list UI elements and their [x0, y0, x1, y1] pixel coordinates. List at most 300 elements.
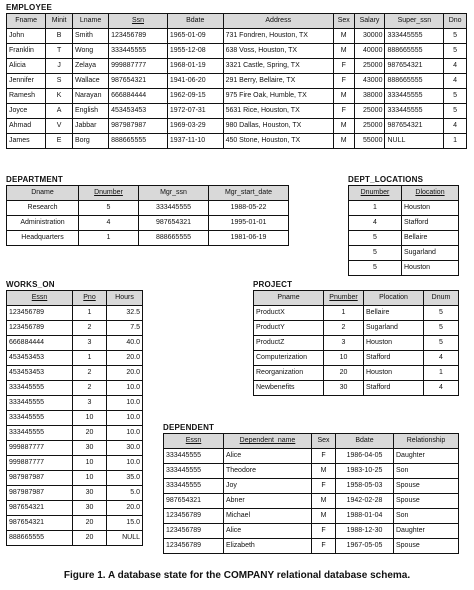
table-cell: 30	[73, 501, 107, 516]
table-cell: Franklin	[7, 44, 46, 59]
table-row	[7, 336, 143, 351]
header-row	[7, 291, 143, 306]
table-row	[7, 29, 467, 44]
table-cell: 20	[73, 516, 107, 531]
table-cell: Borg	[73, 134, 109, 149]
table-cell: F	[333, 74, 354, 89]
table-cell: Computerization	[254, 351, 324, 366]
column-header-label: Hours	[115, 294, 134, 301]
table-row	[164, 524, 459, 539]
table-cell: 35.0	[107, 471, 143, 486]
table-row	[7, 531, 143, 546]
table-cell: E	[46, 134, 73, 149]
table-row	[7, 134, 467, 149]
table-cell: 30	[324, 381, 364, 396]
table-cell: 30	[73, 441, 107, 456]
column-header	[324, 291, 364, 306]
table-cell: 1988-12-30	[336, 524, 394, 539]
table-cell: 987654321	[139, 216, 209, 231]
table-cell: 987654321	[109, 74, 168, 89]
table-cell: Sugarland	[402, 246, 459, 261]
table-cell: 20	[324, 366, 364, 381]
table-cell: Daughter	[394, 449, 459, 464]
column-header-label: Bdate	[355, 437, 374, 444]
table-row	[349, 246, 459, 261]
table-cell: Houston	[402, 261, 459, 276]
table-cell: 666884444	[109, 89, 168, 104]
table-cell: Administration	[7, 216, 79, 231]
column-header-label: Mgr_start_date	[224, 189, 273, 196]
table-cell: 20.0	[107, 351, 143, 366]
table-cell: 333445555	[7, 381, 73, 396]
table-cell: 40000	[354, 44, 385, 59]
table-cell: 4	[424, 381, 459, 396]
table-cell: NULL	[107, 531, 143, 546]
table-cell: 10.0	[107, 396, 143, 411]
table-cell: 5	[349, 261, 402, 276]
column-header	[79, 186, 139, 201]
table-cell: 1981-06-19	[209, 231, 289, 246]
table-cell: 5.0	[107, 486, 143, 501]
table-cell: Jennifer	[7, 74, 46, 89]
table-cell: 987654321	[7, 516, 73, 531]
table-cell: 43000	[354, 74, 385, 89]
column-header-label: Dnumber	[94, 189, 123, 196]
table-cell: T	[46, 44, 73, 59]
column-header	[109, 14, 168, 29]
column-header	[46, 14, 73, 29]
table-row	[164, 449, 459, 464]
table-cell: M	[333, 89, 354, 104]
table-cell: 4	[444, 119, 467, 134]
table-cell: Ahmad	[7, 119, 46, 134]
table-row	[7, 396, 143, 411]
table-cell: Zelaya	[73, 59, 109, 74]
table-row	[7, 104, 467, 119]
column-header	[7, 186, 79, 201]
table-row	[7, 119, 467, 134]
column-header	[385, 14, 444, 29]
works-on-table	[6, 290, 143, 546]
table-cell: ProductX	[254, 306, 324, 321]
table-row	[254, 381, 459, 396]
table-cell: 333445555	[385, 89, 444, 104]
table-cell: 3321 Castle, Spring, TX	[223, 59, 333, 74]
table-cell: NULL	[385, 134, 444, 149]
column-header	[354, 14, 385, 29]
table-row	[7, 471, 143, 486]
table-row	[254, 336, 459, 351]
department-section	[6, 175, 289, 246]
dependent-title: DEPENDENT	[163, 423, 215, 432]
column-header-label: Fname	[15, 17, 37, 24]
table-cell: Bellaire	[364, 306, 424, 321]
table-cell: English	[73, 104, 109, 119]
dependent-table	[163, 433, 459, 554]
table-cell: 3	[73, 336, 107, 351]
table-cell: 1942-02-28	[336, 494, 394, 509]
table-cell: 1967-05-05	[336, 539, 394, 554]
dept-locations-table	[348, 185, 459, 276]
table-cell: 333445555	[7, 396, 73, 411]
table-cell: 123456789	[7, 321, 73, 336]
table-cell: 731 Fondren, Houston, TX	[223, 29, 333, 44]
column-header-label: Mgr_ssn	[160, 189, 187, 196]
table-cell: M	[312, 464, 336, 479]
column-header-label: Ssn	[131, 17, 145, 24]
column-header-label: Bdate	[186, 17, 205, 24]
table-cell: 987654321	[7, 501, 73, 516]
figure-caption: Figure 1. A database state for the COMPANY relational database schema.	[63, 570, 411, 581]
table-cell: Research	[7, 201, 79, 216]
table-cell: 30	[73, 486, 107, 501]
table-row	[7, 486, 143, 501]
table-cell: 5	[424, 336, 459, 351]
table-cell: 1	[424, 366, 459, 381]
table-cell: 1	[444, 134, 467, 149]
column-header	[73, 291, 107, 306]
table-cell: 333445555	[139, 201, 209, 216]
table-cell: K	[46, 89, 73, 104]
table-row	[7, 456, 143, 471]
table-cell: 2	[73, 321, 107, 336]
table-cell: 5	[444, 44, 467, 59]
table-cell: 10	[73, 456, 107, 471]
table-cell: Alice	[224, 449, 312, 464]
table-cell: Spouse	[394, 539, 459, 554]
column-header	[364, 291, 424, 306]
table-cell: 2	[73, 381, 107, 396]
table-cell: 5	[444, 104, 467, 119]
table-cell: 5	[79, 201, 139, 216]
table-cell: 987987987	[7, 471, 73, 486]
column-header-label: Sex	[337, 17, 350, 24]
table-cell: 1988-01-04	[336, 509, 394, 524]
table-row	[7, 516, 143, 531]
table-cell: 5	[424, 321, 459, 336]
column-header-label: Minit	[51, 17, 67, 24]
column-header	[164, 434, 224, 449]
table-cell: 38000	[354, 89, 385, 104]
table-cell: Newbenefits	[254, 381, 324, 396]
table-cell: Wong	[73, 44, 109, 59]
project-table	[253, 290, 459, 396]
table-cell: 4	[349, 216, 402, 231]
table-row	[7, 321, 143, 336]
works-on-section	[6, 280, 143, 546]
table-cell: 888665555	[385, 44, 444, 59]
table-cell: Joyce	[7, 104, 46, 119]
table-cell: 987654321	[385, 119, 444, 134]
table-cell: F	[333, 59, 354, 74]
table-row	[7, 306, 143, 321]
table-cell: Theodore	[224, 464, 312, 479]
table-cell: Headquarters	[7, 231, 79, 246]
table-cell: 4	[424, 351, 459, 366]
table-cell: 975 Fire Oak, Humble, TX	[223, 89, 333, 104]
header-row	[7, 14, 467, 29]
table-cell: 333445555	[385, 104, 444, 119]
table-cell: 10	[73, 471, 107, 486]
table-cell: M	[333, 134, 354, 149]
table-cell: 453453453	[7, 351, 73, 366]
table-cell: Spouse	[394, 494, 459, 509]
table-cell: 10.0	[107, 381, 143, 396]
table-cell: 10.0	[107, 411, 143, 426]
table-row	[349, 231, 459, 246]
table-cell: Bellaire	[402, 231, 459, 246]
column-header-label: Super_ssn	[397, 17, 432, 24]
column-header-label: Salary	[359, 17, 380, 24]
column-header-label: Dnum	[431, 294, 451, 301]
department-table	[6, 185, 289, 246]
column-header-label: Essn	[185, 437, 202, 444]
column-header-label: Essn	[31, 294, 48, 301]
table-cell: 1	[73, 351, 107, 366]
table-cell: 1983-10-25	[336, 464, 394, 479]
column-header	[394, 434, 459, 449]
table-cell: 1958-05-03	[336, 479, 394, 494]
column-header	[402, 186, 459, 201]
table-row	[164, 464, 459, 479]
column-header-label: Dname	[31, 189, 54, 196]
column-header	[223, 14, 333, 29]
table-cell: 333445555	[7, 426, 73, 441]
table-cell: 5	[424, 306, 459, 321]
table-row	[349, 201, 459, 216]
table-row	[254, 351, 459, 366]
table-cell: V	[46, 119, 73, 134]
table-cell: 987987987	[7, 486, 73, 501]
table-cell: 1969-03-29	[167, 119, 223, 134]
table-cell: James	[7, 134, 46, 149]
table-cell: 20	[73, 426, 107, 441]
dept-locations-section	[348, 175, 459, 276]
table-row	[7, 501, 143, 516]
table-cell: Houston	[364, 366, 424, 381]
table-row	[7, 44, 467, 59]
column-header-label: Relationship	[406, 437, 446, 444]
column-header	[224, 434, 312, 449]
column-header	[349, 186, 402, 201]
table-cell: 1	[324, 306, 364, 321]
table-cell: 20.0	[107, 366, 143, 381]
table-cell: Ramesh	[7, 89, 46, 104]
table-cell: Stafford	[364, 381, 424, 396]
table-row	[7, 351, 143, 366]
table-cell: 999887777	[109, 59, 168, 74]
table-row	[7, 201, 289, 216]
table-cell: Sugarland	[364, 321, 424, 336]
table-cell: Alice	[224, 524, 312, 539]
column-header	[444, 14, 467, 29]
column-header	[7, 14, 46, 29]
table-cell: 4	[444, 59, 467, 74]
column-header	[333, 14, 354, 29]
table-cell: 1972-07-31	[167, 104, 223, 119]
header-row	[254, 291, 459, 306]
column-header-label: Lname	[79, 17, 102, 24]
table-cell: F	[312, 524, 336, 539]
column-header	[107, 291, 143, 306]
table-cell: Spouse	[394, 479, 459, 494]
table-cell: 5	[349, 246, 402, 261]
header-row	[349, 186, 459, 201]
table-cell: 987654321	[385, 59, 444, 74]
table-cell: ProductY	[254, 321, 324, 336]
table-cell: 666884444	[7, 336, 73, 351]
table-cell: F	[312, 539, 336, 554]
table-cell: Elizabeth	[224, 539, 312, 554]
table-row	[7, 411, 143, 426]
table-cell: F	[312, 449, 336, 464]
table-cell: Michael	[224, 509, 312, 524]
table-row	[164, 539, 459, 554]
table-row	[7, 231, 289, 246]
table-cell: Houston	[402, 201, 459, 216]
table-cell: 638 Voss, Houston, TX	[223, 44, 333, 59]
table-row	[7, 426, 143, 441]
table-cell: John	[7, 29, 46, 44]
table-cell: 30000	[354, 29, 385, 44]
table-cell: 980 Dallas, Houston, TX	[223, 119, 333, 134]
employee-table	[6, 13, 467, 149]
column-header-label: Dlocation	[415, 189, 445, 196]
table-cell: 20	[73, 531, 107, 546]
table-cell: 10.0	[107, 456, 143, 471]
table-cell: Stafford	[364, 351, 424, 366]
table-cell: Jabbar	[73, 119, 109, 134]
table-cell: 1968-01-19	[167, 59, 223, 74]
table-cell: Daughter	[394, 524, 459, 539]
table-cell: B	[46, 29, 73, 44]
column-header	[254, 291, 324, 306]
column-header	[336, 434, 394, 449]
table-cell: 123456789	[7, 306, 73, 321]
table-cell: 10	[324, 351, 364, 366]
table-cell: 1941-06-20	[167, 74, 223, 89]
table-cell: 987654321	[164, 494, 224, 509]
table-cell: 888665555	[385, 74, 444, 89]
table-cell: 453453453	[7, 366, 73, 381]
table-row	[7, 441, 143, 456]
table-cell: 25000	[354, 59, 385, 74]
table-cell: 1988-05-22	[209, 201, 289, 216]
table-cell: Stafford	[402, 216, 459, 231]
table-cell: J	[46, 59, 73, 74]
column-header-label: Plocation	[379, 294, 408, 301]
table-row	[254, 321, 459, 336]
column-header-label: Pnumber	[329, 294, 358, 301]
table-cell: Houston	[364, 336, 424, 351]
dept-locations-title: DEPT_LOCATIONS	[348, 175, 424, 184]
project-section	[253, 280, 459, 396]
project-title: PROJECT	[253, 280, 293, 289]
table-row	[7, 381, 143, 396]
table-cell: 888665555	[7, 531, 73, 546]
department-title: DEPARTMENT	[6, 175, 63, 184]
table-cell: M	[312, 494, 336, 509]
table-cell: 4	[79, 216, 139, 231]
table-cell: Narayan	[73, 89, 109, 104]
table-cell: 1	[349, 201, 402, 216]
table-cell: Son	[394, 464, 459, 479]
table-cell: Reorganization	[254, 366, 324, 381]
table-cell: 123456789	[164, 509, 224, 524]
table-cell: 1986-04-05	[336, 449, 394, 464]
table-row	[7, 59, 467, 74]
table-cell: 123456789	[164, 524, 224, 539]
table-cell: 333445555	[164, 449, 224, 464]
table-cell: 1965-01-09	[167, 29, 223, 44]
column-header	[209, 186, 289, 201]
table-cell: 4	[444, 74, 467, 89]
table-cell: M	[333, 29, 354, 44]
table-cell: 123456789	[164, 539, 224, 554]
table-cell: 30.0	[107, 441, 143, 456]
table-cell: 999887777	[7, 456, 73, 471]
table-cell: 333445555	[385, 29, 444, 44]
column-header-label: Pno	[83, 294, 96, 301]
table-cell: 3	[324, 336, 364, 351]
table-row	[164, 494, 459, 509]
table-cell: 123456789	[109, 29, 168, 44]
table-cell: M	[333, 119, 354, 134]
table-cell: 2	[324, 321, 364, 336]
table-cell: 1	[79, 231, 139, 246]
column-header	[73, 14, 109, 29]
table-cell: Son	[394, 509, 459, 524]
table-cell: 55000	[354, 134, 385, 149]
table-row	[349, 261, 459, 276]
column-header	[139, 186, 209, 201]
table-cell: 32.5	[107, 306, 143, 321]
table-cell: 291 Berry, Bellaire, TX	[223, 74, 333, 89]
table-cell: 999887777	[7, 441, 73, 456]
table-cell: 450 Stone, Houston, TX	[223, 134, 333, 149]
column-header-label: Dno	[448, 17, 462, 24]
table-cell: 15.0	[107, 516, 143, 531]
column-header-label: Dnumber	[360, 189, 390, 196]
dependent-section	[163, 423, 459, 554]
table-cell: 25000	[354, 104, 385, 119]
table-row	[164, 509, 459, 524]
table-cell: 333445555	[109, 44, 168, 59]
table-cell: 5	[444, 29, 467, 44]
column-header	[7, 291, 73, 306]
table-cell: M	[312, 509, 336, 524]
table-row	[7, 89, 467, 104]
employee-title: EMPLOYEE	[6, 3, 53, 12]
table-cell: 333445555	[164, 464, 224, 479]
column-header	[424, 291, 459, 306]
table-cell: ProductZ	[254, 336, 324, 351]
table-cell: 333445555	[164, 479, 224, 494]
table-cell: Joy	[224, 479, 312, 494]
table-cell: A	[46, 104, 73, 119]
column-header-label: Address	[265, 17, 292, 24]
table-row	[254, 306, 459, 321]
table-cell: M	[333, 44, 354, 59]
table-row	[349, 216, 459, 231]
table-cell: 888665555	[139, 231, 209, 246]
table-cell: 3	[73, 396, 107, 411]
table-cell: 10	[73, 411, 107, 426]
table-cell: S	[46, 74, 73, 89]
table-cell: 333445555	[7, 411, 73, 426]
header-row	[164, 434, 459, 449]
table-cell: 2	[73, 366, 107, 381]
